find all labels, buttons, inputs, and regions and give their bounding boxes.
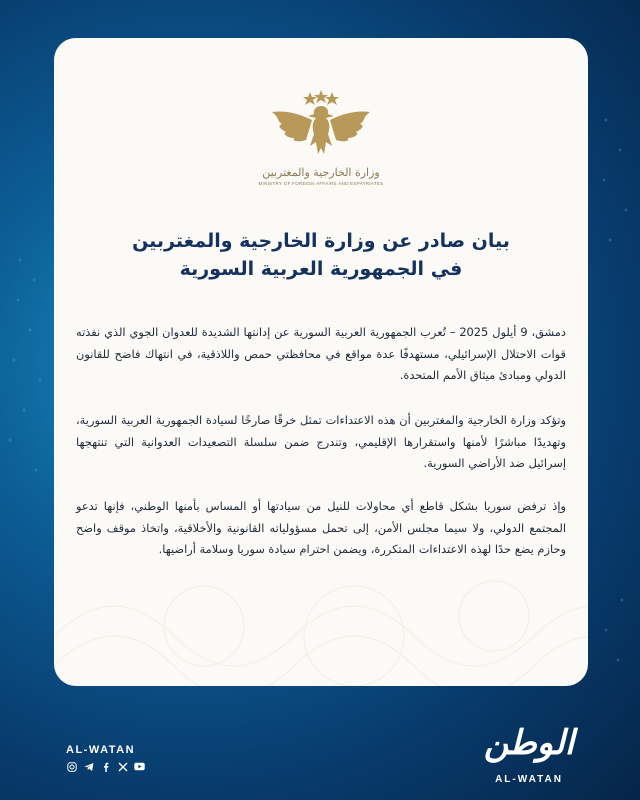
statement-paragraph-3: وإذ ترفض سوريا بشكل قاطع أي محاولات للنيل من سيادتها أو المساس بأمنها الوطني، فإنها تدعو المجتمع الدولي، ولا سيما مجلس الأمن، إلى تحمل مسؤولياته القانونية والأخلاقية، واتخاذ موقف واضح وحازم يضع حدًا لهذه الاعتداءات المتكررة، ويضمن احترام سيادة سوريا وسلامة أراضيها. [76,499,566,556]
statement-title-line2: في الجمهورية العربية السورية [179,258,463,280]
statement-paragraph-1: دمشق، 9 أيلول 2025 – تُعرب الجمهورية العربية السورية عن إدانتها الشديدة للعدوان الجوي الذي نفذته قوات الاحتلال الإسرائيلي، مستهدفًا عدة مواقع في محافظتي حمص واللاذقية، في انتهاك فاضح للقانون الدولي ومبادئ ميثاق الأمم المتحدة. [76,325,566,382]
footer-brand [66,744,145,772]
ministry-name-en: MINISTRY OF FOREIGN AFFAIRS AND EXPATRIATES [258,181,384,186]
facebook-icon[interactable] [100,761,111,772]
youtube-icon[interactable] [134,761,145,772]
x-icon[interactable] [117,761,128,772]
statement-card [54,38,588,686]
logo-text-ar: الوطن [483,723,575,763]
statement-title-line1: بيان صادر عن وزارة الخارجية والمغتربين [132,230,510,252]
instagram-icon[interactable] [66,761,77,772]
statement-paragraph-2: وتؤكد وزارة الخارجية والمغتربين أن هذه الاعتداءات تمثل خرقًا صارخًا لسيادة الجمهورية العربية السورية، وتهديدًا مباشرًا لأمنها واستقرارها الإقليمي، وتندرج ضمن سلسلة التصعيدات العدوانية التي تنتهجها إسرائيل ضد الأراضي السورية. [76,413,566,470]
telegram-icon[interactable] [83,761,94,772]
eagle-emblem-icon [266,88,376,168]
social-links [66,761,145,772]
logo-text-en: AL-WATAN [495,774,563,785]
alwatan-logo [474,714,584,794]
brand-name: AL-WATAN [66,744,136,756]
ministry-name-ar: وزارة الخارجية والمغتربين [262,166,380,179]
